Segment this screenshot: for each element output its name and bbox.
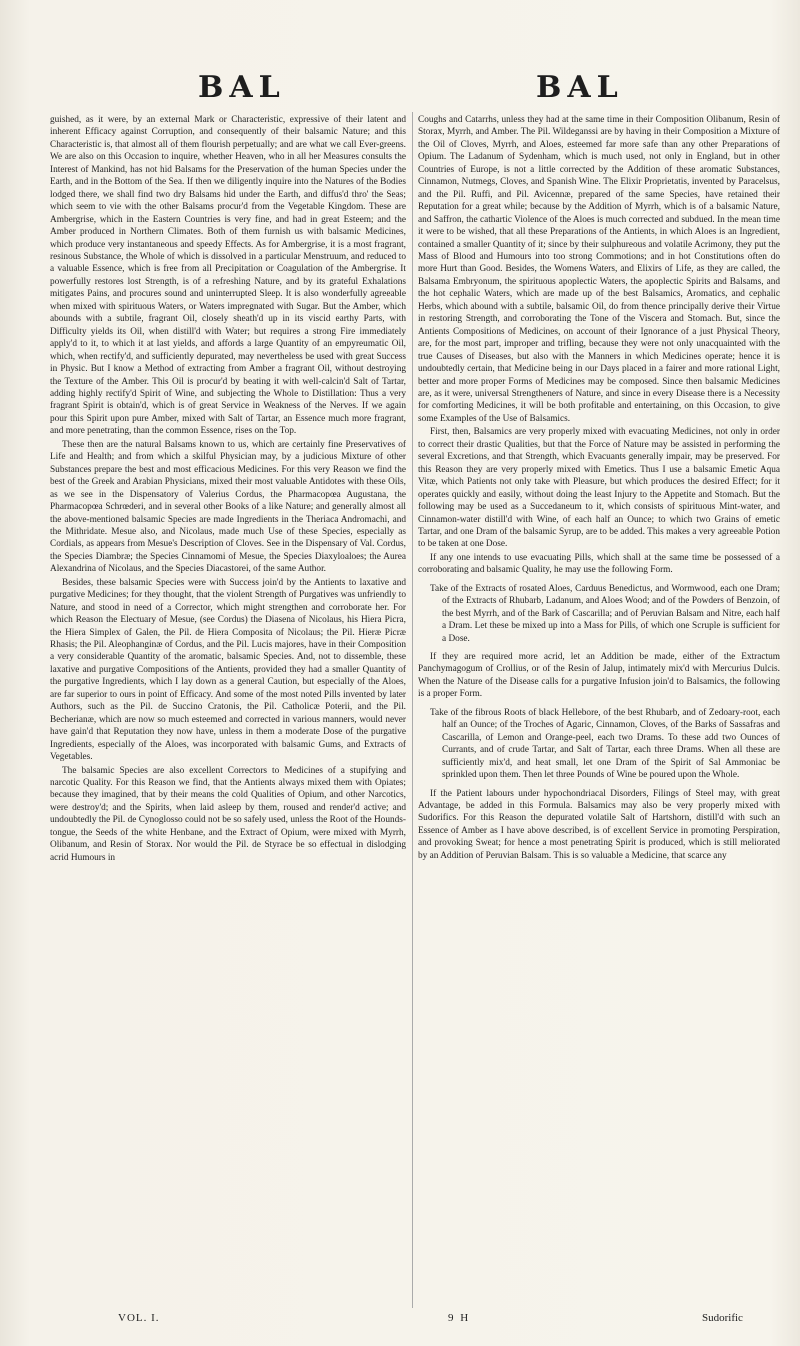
paragraph: These then are the natural Balsams known to us, which are certainly fine Preservatives of Life and Health; and from which a skilful Physician may, by a judicious Mixture of other Substances prepare the best and most efficacious Medicines. For this very Reason we find the best of the Greek and Arabian Physicians, mixed their most valuable Antidotes with these Oils, as we see in the Dispensatory of Valerius Cordus, the Pharmacopœa Augustana, the Pharmacopœa Schrœderi, and in several other Books of a like Nature; and generally almost all the above-mentioned balsamic Species are made Ingredients in the Theriaca Andromachi, and the Mithridate. Mesue also, and Nicolaus, made much Use of these Species, especially as Cordials, as appears from Mesue's Description of Cloves. See in the Dispensary of Val. Cordus, the Species Diambræ; the Species Cinnamomi of Mesue, the Species Diaxyloaloes; the Aurea Alexandrina of Nicolaus, and the Species Diacastorei, of the same Author. [50, 439, 406, 575]
paragraph: The balsamic Species are also excellent Correctors to Medicines of a stupifying and narcotic Quality. For this Reason we find, that the Antients always mixed them with Opiates; because they imagined, that by their means the cold Qualities of Opium, and other Narcotics, were destroy'd; and the Spirits, when laid asleep by them, roused and render'd active; and undoubtedly the Pil. de Cynoglosso could not be so safely used, unless the Root of the Hounds-tongue, the Seeds of the white Henbane, and the Extract of Opium, were mixed with Myrrh, Olibanum, and Resin of Storax. Nor would the Pil. de Styrace be so effectual in dislodging acrid Humours in [50, 765, 406, 863]
left-column [50, 114, 406, 865]
recipe-paragraph: Take of the Extracts of rosated Aloes, Carduus Benedictus, and Wormwood, each one Dram; of the Extracts of Rhubarb, Ladanum, and Aloes Wood; and of the Powders of Benzoin, of the best Myrrh, and of the Bark of Cascarilla; and of Peruvian Balsam and Nitre, each half a Dram. Let these be mixed up into a Mass for Pills, of which one Scruple is sufficient for a Dose. [430, 583, 780, 644]
volume-number: VOL. I. [118, 1312, 160, 1324]
paragraph: If the Patient labours under hypochondriacal Disorders, Filings of Steel may, with great Advantage, be added in this Formula. Balsamics may also be very properly mixed with Sudorifics. For this Reason the depurated volatile Salt of Hartshorn, distill'd with such an Essence of Amber as I have above described, is of excellent Service in promoting Perspiration, and provoking Sweat; for hence a most penetrating Spirit is produced, which is still meliorated by an Addition of Peruvian Balsam. This is so valuable a Medicine, that scarce any [418, 788, 780, 861]
paragraph: If they are required more acrid, let an Addition be made, either of the Extractum Panchymagogum of Crollius, or of the Resin of Jalup, intimately mix'd with Mercurius Dulcis. When the Nature of the Disease calls for a purgative Infusion join'd to Balsamics, the following is a proper Form. [418, 652, 780, 700]
paragraph: If any one intends to use evacuating Pills, which shall at the same time be possessed of a corroborating and balsamic Quality, he may use the following Form. [418, 552, 780, 576]
right-column [418, 114, 780, 863]
recipe-paragraph: Take of the fibrous Roots of black Hellebore, of the best Rhubarb, and of Zedoary-root, each half an Ounce; of the Troches of Agaric, Cinnamon, Cloves, of the Barks of Sassafras and Cascarilla, of Lemon and Orange-peel, each two Drams. To these add two Ounces of Currants, and of crude Tartar, and Salt of Tartar, each three Drams. When all these are sufficiently mix'd, and heat small, let one Dram of the Spirit of Sal Ammoniac be sprinkled upon them. Then let three Pounds of Wine be poured upon the Whole. [430, 707, 780, 781]
running-head-left: BAL [198, 70, 286, 105]
catchword: Sudorific [702, 1312, 743, 1324]
paragraph: Coughs and Catarrhs, unless they had at the same time in their Composition Olibanum, Resin of Storax, Myrrh, and Amber. The Pil. Wildeganssi are by having in their Composition a Mixture of the Oil of Cloves, Myrrh, and Aloes, esteemed far more safe than any other Preparations of Opium. The Ladanum of Sydenham, which is much used, not only in England, but in other Countries of Europe, is not a little corrected by the Addition of these aromatic Substances, Cinnamon, Nutmegs, Cloves, and Spanish Wine. The Elixir Proprietatis, invented by Paracelsus, and the Pil. Ruffi, and Pil. Avicennæ, prepared of the same Species, have retained their Reputation for a great while; because by the Addition of Myrrh, which is of a balsamic Nature, and Saffron, the cathartic Violence of the Aloes is much corrected and subdued. In the mean time it were to be wished, that all these Preparations of the Antients, in which Aloes is an Ingredient, contained a smaller Quantity of it; since by their sulphureous and volatile Acrimony, they put the Mass of Blood and Humours into too strong Commotions; and in hot Constitutions often do more Hurt than Good. Besides, the Womens Waters, and Elixirs of Life, as they are called, the Balsama Embryonum, the spirituous apoplectic Waters, the apoplectic Spirits and Balsams, and the hot cephalic Waters, which are made up of the best Balsamics, Aromatics, and cephalic Herbs, which abound with a subtile, balsamic Oil, do from thence principally derive their Virtue in restoring Strength, and corroborating the Tone of the Viscera and Stomach. But, since the Antients Compositions of Medicines, on account of their Ignorance of a just Physical Theory, are, for the most part, improper and trifling, because they were not only unacquainted with the true Causes of Diseases, but also with the Manners in which Medicines operate; hence it is undoubtedly certain, that Medicine being in our Days placed in a fairer and more rational Light, better and more proper Forms of Medicines may be composed. Since then balsamic Medicines are, as it were, universal Strengtheners of Nature, and since in every Disease there is a Necessity for comforting Medicines, it will be both profitable and entertaining, on this Occasion, to give some Examples of the Use of Balsamics. [418, 115, 780, 424]
column-divider [412, 112, 413, 1308]
paragraph: guished, as it were, by an external Mark or Characteristic, expressive of their latent and inherent Efficacy against Corruption, and consequently of their balsamic Nature; and this Characteristic is, that almost all of them flourish perpetually; and are what we call Ever-greens. We are also on this Occasion to inquire, whether Heaven, who in all her Measures consults the Interest of Mankind, has not hid Balsams for the Preservation of the human Species under the Earth, and in the Bottom of the Sea. If then we diligently inquire into the Natures of the Bodies lodged there, we shall find two dry Balsams hid under the Earth, and diffus'd thro' the Seas; which seem to vie with the other Balsams procur'd from the Vegetable Kingdom. These are Ambergrise, which in the Eastern Countries is very fine, and had in great Esteem; and the Amber produced in Northern Climates. Both of them furnish us with balsamic Medicines, which produce very instantaneous and speedy Effects. As for Ambergrise, it is a most fragrant, resinous Substance, the Whole of which is dissolved in a particular Menstruum, and reduced to a valuable Essence, which is free from all Precipitation or Coagulation of the Ambergrise. It powerfully restores lost Strength, is of a refreshing Nature, and by its grateful Exhalations mitigates Pains, and procures sound and uninterrupted Sleep. It is also wonderfully agreeable when mixed with spirituous Waters, or Waters impregnated with Sugar. But the Amber, which abounds with a subtile, fragrant Oil, closely sheath'd up in its viscid earthy Parts, with Difficulty yields its Oil, when distill'd with Water; but requires a strong Fire immediately apply'd to it, to which it at last yields, and affords a large Quantity of an empyreumatic Oil, which, when rectify'd, and sufficiently depurated, may nevertheless be used with great Success in Physic. But I know a Method of extracting from Amber a fragrant Oil, without destroying the Texture of the Amber. This Oil is procur'd by beating it with well-calcin'd Salt of Tartar, adding highly rectify'd Spirit of Wine, and subjecting the Whole to Distillation: Thus a very fragrant Spirit is obtain'd, which is of great Service in Weakness of the Nerves. If we again pour this Spirit upon pure Amber, mixed with Salt of Tartar, an Essence much more fragrant, and more penetrating, than the common Essence, rises on the Top. [50, 115, 406, 437]
paragraph: First, then, Balsamics are very properly mixed with evacuating Medicines, not only in order to correct their drastic Qualities, but that the Force of Nature may be assisted in performing the several Excretions, and that Strength, which Evacuants generally impair, may be preserved. For this Reason they are very properly mixed with Emetics. Thus I use a balsamic Emetic Aqua Vitæ, which Patients not only take with Pleasure, but which produces the desired Effect; for it operates quickly and easily, without doing the least Injury to the Appetite and Stomach. But the following may be used as a Succedaneum to it, which consists of spirituous Mint-water, and Cinnamon-water distill'd with Wine, of each half an Ounce; to which two Grains of emetic Tartar, and one Dram of the balsamic Syrup, are to be added. This makes a very agreeable Potion to be taken at one Dose. [418, 427, 780, 550]
signature-mark: 9 H [448, 1312, 471, 1324]
running-head-right: BAL [536, 70, 624, 105]
paragraph: Besides, these balsamic Species were with Success join'd by the Antients to laxative and purgative Medicines; for they thought, that the violent Strength of Purgatives was unfriendly to Nature, and stood in need of a Corrector, which might strengthen and corroborate her. For which Reason the Electuary of Mesue, (see Cordus) the Diasena of Nicolaus, his Hiera Picra, the Hiera Simplex of Galen, the Pil. de Hiera Composita of Nicolaus; the Pil. Hieræ Picræ Rhasis; the Pil. Aleophanginæ of Cordus, and the Pil. Lucis majores, have in their Composition a very considerable Quantity of the aromatic, balsamic Species. And, not to dissemble, these laxative and purgative Compositions of the Antients, provided they had a smaller Quantity of the purgative Ingredients, which I lay down as a general Caution, but especially of the Aloes, are far superior to ours in point of Efficacy. And some of the most noted Pills invented by later Authors, such as the Pil. de Succino Cratonis, the Pil. Catholicæ Poterii, and the Pil. Becherianæ, which are now so much esteemed and corrected in various manners, would never have gain'd that Reputation they now have, unless in them a moderate Dose of the purgative Ingredients, especially of the Aloes, was incorporated with balsamic Gums, and Extracts of Vegetables. [50, 577, 406, 763]
